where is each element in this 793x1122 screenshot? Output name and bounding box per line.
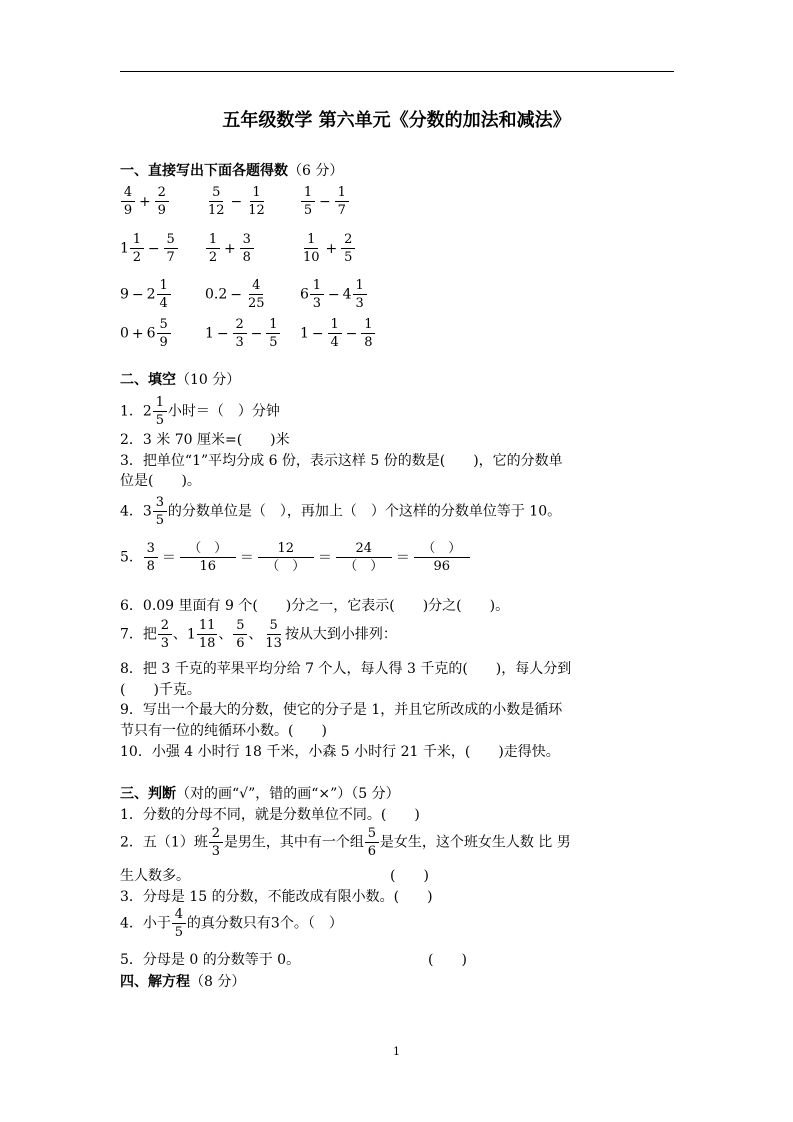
fraction xyxy=(197,619,218,650)
arithmetic-item xyxy=(120,233,179,264)
question-3-4 xyxy=(120,908,343,939)
denominator: 9 xyxy=(123,203,133,218)
section2-heading-text: 二、填空 xyxy=(120,372,176,388)
question-text: 是女生，这个班女生人数 比 男 xyxy=(379,834,571,851)
numerator: 2 xyxy=(341,233,355,249)
fraction xyxy=(233,318,247,349)
denominator: 16 xyxy=(199,559,217,574)
denominator: 12 xyxy=(248,203,265,218)
fraction xyxy=(158,619,172,650)
question-3-2b: 生人数多。 xyxy=(120,868,190,884)
question-text: 按从大到小排列： xyxy=(284,626,397,643)
numerator: 2 xyxy=(158,619,172,635)
operator: − xyxy=(311,325,324,342)
question-2-7 xyxy=(120,619,397,650)
question-2-4 xyxy=(120,496,561,527)
fraction xyxy=(246,279,267,310)
denominator: （ ） xyxy=(266,559,306,574)
number: 1 xyxy=(205,325,214,342)
section4-heading-text: 四、解方程 xyxy=(120,974,190,990)
numerator: 1 xyxy=(153,396,167,412)
section2-heading xyxy=(120,369,240,389)
numerator: 2 xyxy=(209,827,223,843)
operator: − xyxy=(250,325,263,342)
fraction xyxy=(263,619,284,650)
operator: − xyxy=(319,193,331,210)
separator: 、 xyxy=(218,626,233,643)
fraction xyxy=(233,619,247,650)
fraction xyxy=(209,827,223,858)
arithmetic-item xyxy=(120,318,172,349)
number: 1 xyxy=(300,325,309,342)
question-text: 的真分数只有3个。（ ） xyxy=(186,915,343,932)
numerator: 1 xyxy=(301,186,315,202)
denominator: 5 xyxy=(303,203,313,218)
fraction xyxy=(310,279,324,310)
question-2-9b: 节只有一位的纯循环小数。( ) xyxy=(120,723,327,739)
equals: ＝ xyxy=(317,549,332,566)
question-3-1: 1．分数的分母不同，就是分数单位不同。( ) xyxy=(120,807,420,823)
numerator: 1 xyxy=(335,186,349,202)
fraction xyxy=(328,318,342,349)
number: 9 xyxy=(120,286,129,303)
arithmetic-item xyxy=(300,186,350,217)
question-text: 是男生，其中有一个组 xyxy=(223,834,364,851)
operator: − xyxy=(345,325,358,342)
numerator: 5 xyxy=(365,827,379,843)
fraction xyxy=(414,542,470,573)
fraction xyxy=(130,233,144,264)
fraction xyxy=(240,233,254,264)
denominator: 4 xyxy=(330,335,339,350)
q-number: 4． xyxy=(120,503,143,520)
denominator: 25 xyxy=(248,296,265,311)
denominator: 3 xyxy=(160,636,170,651)
fraction xyxy=(301,233,322,264)
question-3-5: 5．分母是 0 的分数等于 0。 xyxy=(120,952,301,968)
question-2-10: 10．小强 4 小时行 18 千米，小森 5 小时行 21 千米，( )走得快。 xyxy=(120,744,560,760)
numerator: 2 xyxy=(155,186,169,202)
fraction xyxy=(353,279,367,310)
mixed-whole: 4 xyxy=(342,286,352,303)
question-2-8b: ( )千克。 xyxy=(120,682,201,698)
numerator: 1 xyxy=(157,279,171,295)
denominator: 8 xyxy=(364,335,373,350)
denominator: 5 xyxy=(174,925,184,940)
section3-points: （对的画“√”，错的画“×”）（5 分） xyxy=(176,786,400,802)
numerator: 3 xyxy=(144,542,158,558)
fraction xyxy=(121,186,135,217)
denominator: 3 xyxy=(235,335,244,350)
denominator: 18 xyxy=(198,636,216,651)
numerator: 1 xyxy=(361,318,375,334)
arithmetic-item xyxy=(120,279,172,310)
arithmetic-item xyxy=(205,186,268,217)
fraction xyxy=(144,542,158,573)
denominator: 2 xyxy=(208,250,218,265)
numerator: 1 xyxy=(328,318,342,334)
denominator: 8 xyxy=(146,559,155,574)
equals: ＝ xyxy=(239,549,254,566)
numerator: 4 xyxy=(249,279,263,295)
denominator: 5 xyxy=(155,513,164,528)
numerator: 1 xyxy=(250,186,264,202)
q-number: 7．把 xyxy=(120,626,157,643)
denominator: 3 xyxy=(312,296,322,311)
separator: 、 xyxy=(248,626,263,643)
numerator: 1 xyxy=(353,279,367,295)
section3-heading xyxy=(120,784,400,804)
equals: ＝ xyxy=(395,549,410,566)
section2-points: （10 分） xyxy=(176,372,241,388)
q-number: 2．五（1）班 xyxy=(120,834,208,851)
mixed-whole: 1 xyxy=(186,626,196,643)
numerator: 5 xyxy=(209,186,223,202)
mixed-whole: 6 xyxy=(300,286,309,303)
q-number: 5. xyxy=(120,549,134,566)
question-2-1 xyxy=(120,396,280,427)
operator: − xyxy=(230,286,242,303)
denominator: 5 xyxy=(344,250,353,265)
number: 0.2 xyxy=(205,286,228,303)
question-2-3b: 位是( )。 xyxy=(120,473,201,489)
operator: − xyxy=(230,193,243,210)
section1-heading-text: 一、直接写出下面各题得数 xyxy=(120,163,288,179)
numerator: 4 xyxy=(121,186,135,202)
mixed-whole: 6 xyxy=(146,325,156,342)
question-3-5-answer: ( ) xyxy=(428,952,467,968)
mixed-whole: 3 xyxy=(142,503,152,520)
fraction xyxy=(301,186,315,217)
question-text: 的分数单位是（ ），再加上（ ）个这样的分数单位等于 10。 xyxy=(167,503,562,520)
mixed-whole: 2 xyxy=(142,403,152,420)
numerator: 5 xyxy=(233,619,247,635)
operator: + xyxy=(131,325,144,342)
denominator: 5 xyxy=(269,335,278,350)
fraction xyxy=(246,186,267,217)
denominator: 2 xyxy=(132,250,142,265)
numerator: 5 xyxy=(164,233,178,249)
denominator: 9 xyxy=(159,335,168,350)
fraction xyxy=(361,318,375,349)
numerator: 24 xyxy=(336,542,392,558)
denominator: 3 xyxy=(211,844,220,859)
fraction xyxy=(153,396,167,427)
question-2-6: 6．0.09 里面有 9 个( )分之一，它表示( )分之( )。 xyxy=(120,598,510,614)
numerator: 3 xyxy=(153,496,167,512)
question-2-2: 2．3 米 70 厘米=( )米 xyxy=(120,432,290,448)
arithmetic-item xyxy=(300,233,356,264)
numerator: 2 xyxy=(233,318,247,334)
equals: ＝ xyxy=(161,549,176,566)
operator: − xyxy=(147,240,160,257)
numerator: 4 xyxy=(172,908,186,924)
numerator: 1 xyxy=(206,233,220,249)
question-3-2b-answer: ( ) xyxy=(390,868,429,884)
fraction xyxy=(157,279,171,310)
q-number: 4．小于 xyxy=(120,915,171,932)
numerator: 1 xyxy=(266,318,280,334)
operator: − xyxy=(327,286,340,303)
denominator: 6 xyxy=(236,636,245,651)
separator: 、 xyxy=(172,626,187,643)
denominator: 13 xyxy=(265,636,282,651)
numerator: 5 xyxy=(157,318,171,334)
arithmetic-item xyxy=(120,186,170,217)
section1-points: （6 分） xyxy=(288,163,344,179)
denominator: 9 xyxy=(157,203,166,218)
number: 0 xyxy=(120,325,129,342)
section4-points: （8 分） xyxy=(190,974,246,990)
numerator: 1 xyxy=(130,233,144,249)
fraction xyxy=(164,233,178,264)
question-2-3a: 3．把单位“1”平均分成 6 份，表示这样 5 份的数是( )，它的分数单 xyxy=(120,453,563,469)
question-text: 小时＝（ ）分钟 xyxy=(167,403,280,420)
arithmetic-item xyxy=(205,318,281,349)
operator: + xyxy=(139,193,151,210)
operator: − xyxy=(216,325,229,342)
denominator: 5 xyxy=(155,413,164,428)
page-title: 五年级数学 第六单元《分数的加法和减法》 xyxy=(222,110,571,131)
mixed-whole: 2 xyxy=(146,286,156,303)
denominator: 10 xyxy=(303,250,320,265)
question-2-9a: 9．写出一个最大的分数，使它的分子是 1，并且它所改成的小数是循环 xyxy=(120,702,563,718)
fraction xyxy=(180,542,236,573)
numerator: 1 xyxy=(304,233,318,249)
numerator: 11 xyxy=(198,618,216,633)
fraction xyxy=(336,542,392,573)
numerator: （ ） xyxy=(180,542,236,558)
fraction xyxy=(206,186,227,217)
fraction xyxy=(172,908,186,939)
denominator: 6 xyxy=(367,844,376,859)
question-3-2 xyxy=(120,827,571,858)
arithmetic-item xyxy=(205,279,268,310)
page-number: 1 xyxy=(393,1045,400,1058)
denominator: 12 xyxy=(208,203,225,218)
fraction xyxy=(206,233,220,264)
question-2-8a: 8．把 3 千克的苹果平均分给 7 个人，每人得 3 千克的( )，每人分到 xyxy=(120,661,572,677)
fraction xyxy=(266,318,280,349)
operator: + xyxy=(224,240,236,257)
arithmetic-item xyxy=(205,233,255,264)
fraction xyxy=(157,318,171,349)
denominator: 3 xyxy=(355,296,364,311)
fraction xyxy=(341,233,355,264)
section1-heading xyxy=(120,160,343,180)
numerator: 5 xyxy=(267,619,281,635)
header-rule xyxy=(120,71,674,72)
fraction xyxy=(335,186,349,217)
fraction xyxy=(155,186,169,217)
mixed-whole: 1 xyxy=(120,240,129,257)
fraction xyxy=(365,827,379,858)
question-2-5 xyxy=(120,542,471,573)
numerator: 12 xyxy=(258,542,314,558)
operator: + xyxy=(325,240,338,257)
arithmetic-item xyxy=(300,318,376,349)
denominator: （ ） xyxy=(344,559,384,574)
question-3-3: 3．分母是 15 的分数，不能改成有限小数。( ) xyxy=(120,889,433,905)
denominator: 7 xyxy=(166,250,175,265)
denominator: 8 xyxy=(242,250,251,265)
section4-heading xyxy=(120,972,245,992)
fraction xyxy=(258,542,314,573)
denominator: 4 xyxy=(159,296,168,311)
arithmetic-item xyxy=(300,279,368,310)
q-number: 1． xyxy=(120,403,143,420)
fraction xyxy=(153,496,167,527)
denominator: 7 xyxy=(337,203,346,218)
operator: − xyxy=(131,286,144,303)
numerator: 1 xyxy=(310,279,324,295)
denominator: 96 xyxy=(433,559,451,574)
numerator: （ ） xyxy=(414,542,470,558)
section3-heading-text: 三、判断 xyxy=(120,786,176,802)
numerator: 3 xyxy=(240,233,254,249)
